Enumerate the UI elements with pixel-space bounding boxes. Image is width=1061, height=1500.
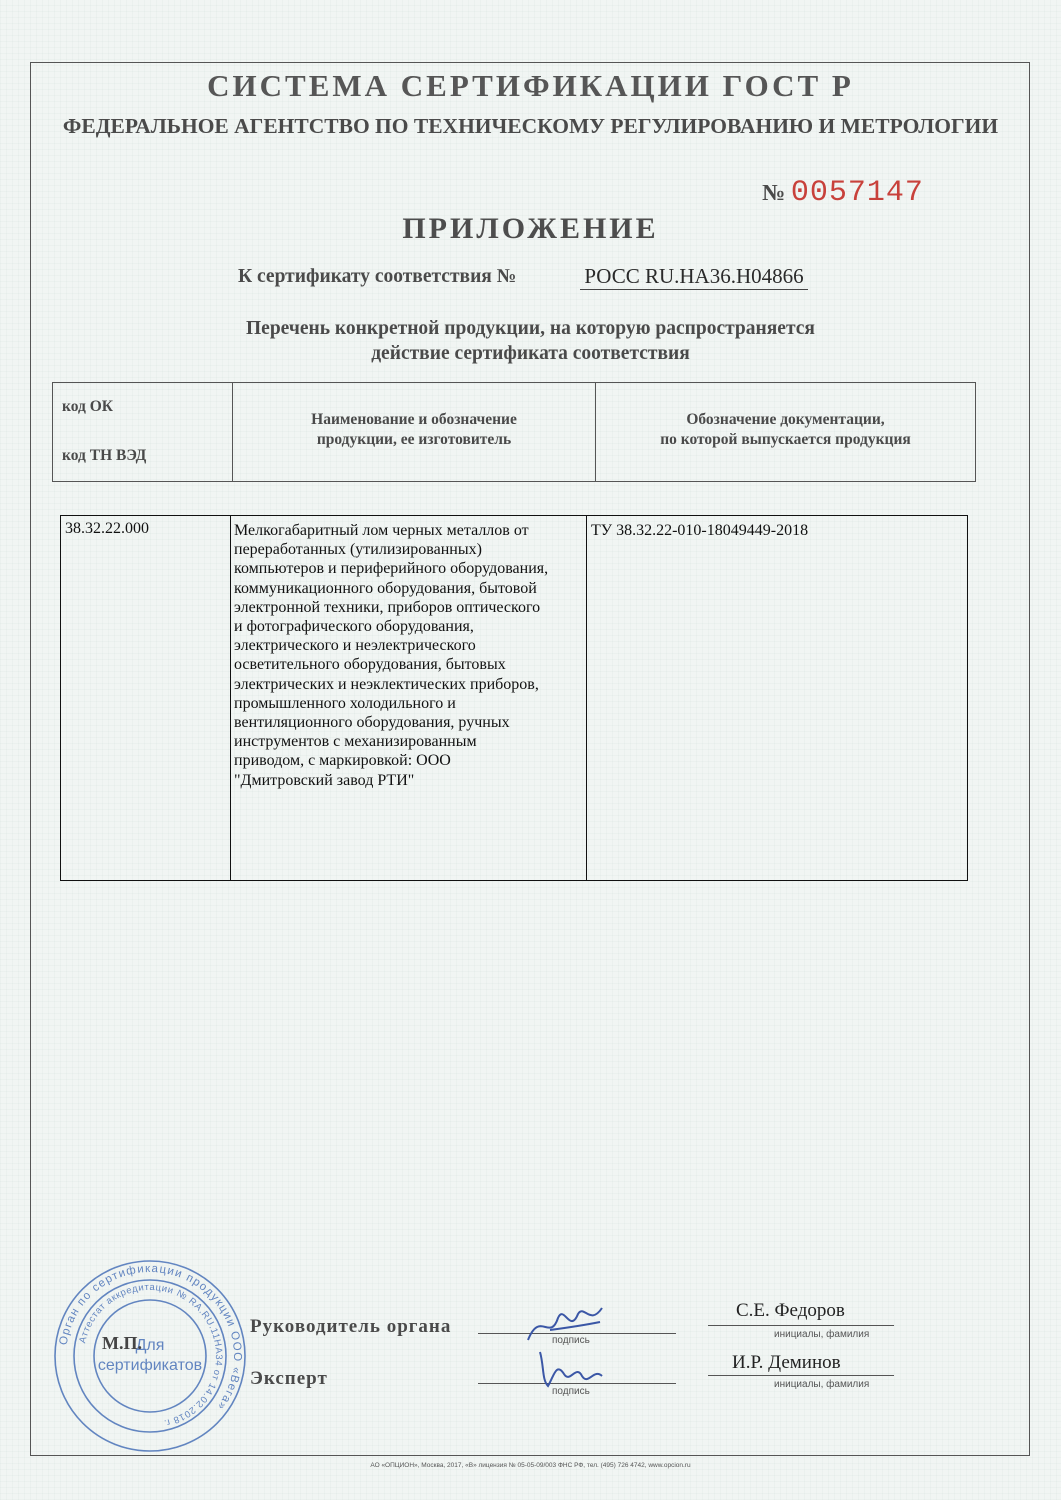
product-line: и фотографического оборудования,	[234, 618, 474, 636]
product-line: компьютеров и периферийного оборудования,	[234, 560, 549, 578]
stamp-center-line-1: Для	[135, 1337, 165, 1354]
expert-name: И.Р. Деминов	[732, 1352, 841, 1373]
product-line: электрических и неэклектических приборов,	[234, 675, 539, 693]
header-codes-cell	[53, 383, 233, 481]
agency-title: ФЕДЕРАЛЬНОЕ АГЕНТСТВО ПО ТЕХНИЧЕСКОМУ РЕГУЛИРОВАНИЮ И МЕТРОЛОГИИ	[62, 114, 999, 138]
header-code-ok: код ОК	[62, 398, 114, 415]
seal-placeholder: М.П.	[102, 1333, 142, 1353]
expert-label: Эксперт	[250, 1368, 328, 1389]
product-line: осветительного оборудования, бытовых	[234, 656, 506, 674]
product-line: инструментов с механизированным	[234, 733, 477, 751]
row-documentation: ТУ 38.32.22-010-18049449-2018	[591, 522, 809, 539]
header-code-tn-ved: код ТН ВЭД	[62, 447, 147, 464]
head-name-line	[708, 1325, 894, 1326]
row-product-cell	[231, 516, 587, 880]
header-documentation-cell	[596, 383, 975, 481]
product-line: электрического и неэлектрического	[234, 637, 476, 655]
table-row	[60, 515, 968, 881]
head-label: Руководитель органа	[250, 1316, 452, 1337]
product-line: вентиляционного оборудования, ручных	[234, 714, 510, 732]
expert-signature-caption: подпись	[552, 1386, 590, 1397]
stamp-outer-text: Орган по сертификации продукции ООО «Вега»	[57, 1262, 244, 1413]
product-line: "Дмитровский завод РТИ"	[234, 771, 415, 789]
stamp-center-line-2: сертификатов	[97, 1357, 203, 1374]
expert-name-caption: инициалы, фамилия	[774, 1379, 870, 1390]
head-name: С.Е. Федоров	[736, 1300, 845, 1321]
certificate-ref-label: К сертификату соответствия №	[238, 266, 517, 287]
list-title	[0, 316, 1061, 366]
head-name-caption: инициалы, фамилия	[774, 1329, 870, 1340]
row-code: 38.32.22.000	[65, 520, 149, 537]
system-title: СИСТЕМА СЕРТИФИКАЦИИ ГОСТ Р	[207, 68, 854, 103]
header-documentation-line-1: Обозначение документации,	[686, 411, 885, 428]
product-line: коммуникационного оборудования, бытовой	[234, 579, 537, 597]
certificate-number: РОСС RU.HA36.H04866	[580, 264, 808, 290]
products-table-header	[52, 382, 976, 482]
appendix-title: ПРИЛОЖЕНИЕ	[402, 212, 659, 245]
product-line: электронной техники, приборов оптического	[234, 598, 541, 616]
head-signature-caption: подпись	[552, 1335, 590, 1346]
blank-number	[762, 176, 924, 210]
expert-name-line	[708, 1375, 894, 1376]
header-product-name-line-1: Наименование и обозначение	[311, 411, 517, 428]
number-sign: №	[762, 180, 786, 205]
product-line: приводом, с маркировкой: ООО	[234, 752, 451, 770]
row-documentation-cell	[587, 516, 967, 880]
head-signature-icon	[520, 1300, 610, 1350]
product-line: Мелкогабаритный лом черных металлов от	[234, 522, 529, 539]
product-line: промышленного холодильного и	[234, 694, 456, 712]
list-title-line-2: действие сертификата соответствия	[371, 343, 690, 364]
svg-text:Аттестат аккредитации № RA.RU.	[77, 1282, 224, 1429]
product-line: переработанных (утилизированных)	[234, 541, 482, 559]
expert-signature-icon	[530, 1346, 610, 1392]
header-documentation-line-2: по которой выпускается продукция	[660, 431, 911, 448]
print-imprint: АО «ОПЦИОН», Москва, 2017, «В» лицензия № 05-05-09/003 ФНС РФ, тел. (495) 726 4742, www.opcion.ru	[370, 1462, 691, 1469]
list-title-line-1: Перечень конкретной продукции, на которую распространяется	[246, 318, 815, 339]
header-product-name-cell	[233, 383, 596, 481]
row-code-cell	[61, 516, 231, 880]
stamp-inner-text: Аттестат аккредитации № RA.RU.11HA34 от 14.02.2018 г.	[77, 1281, 225, 1429]
header-product-name-line-2: продукции, ее изготовитель	[316, 431, 512, 448]
organization-stamp-icon	[52, 1258, 248, 1454]
blank-number-digits: 0057147	[790, 176, 924, 210]
